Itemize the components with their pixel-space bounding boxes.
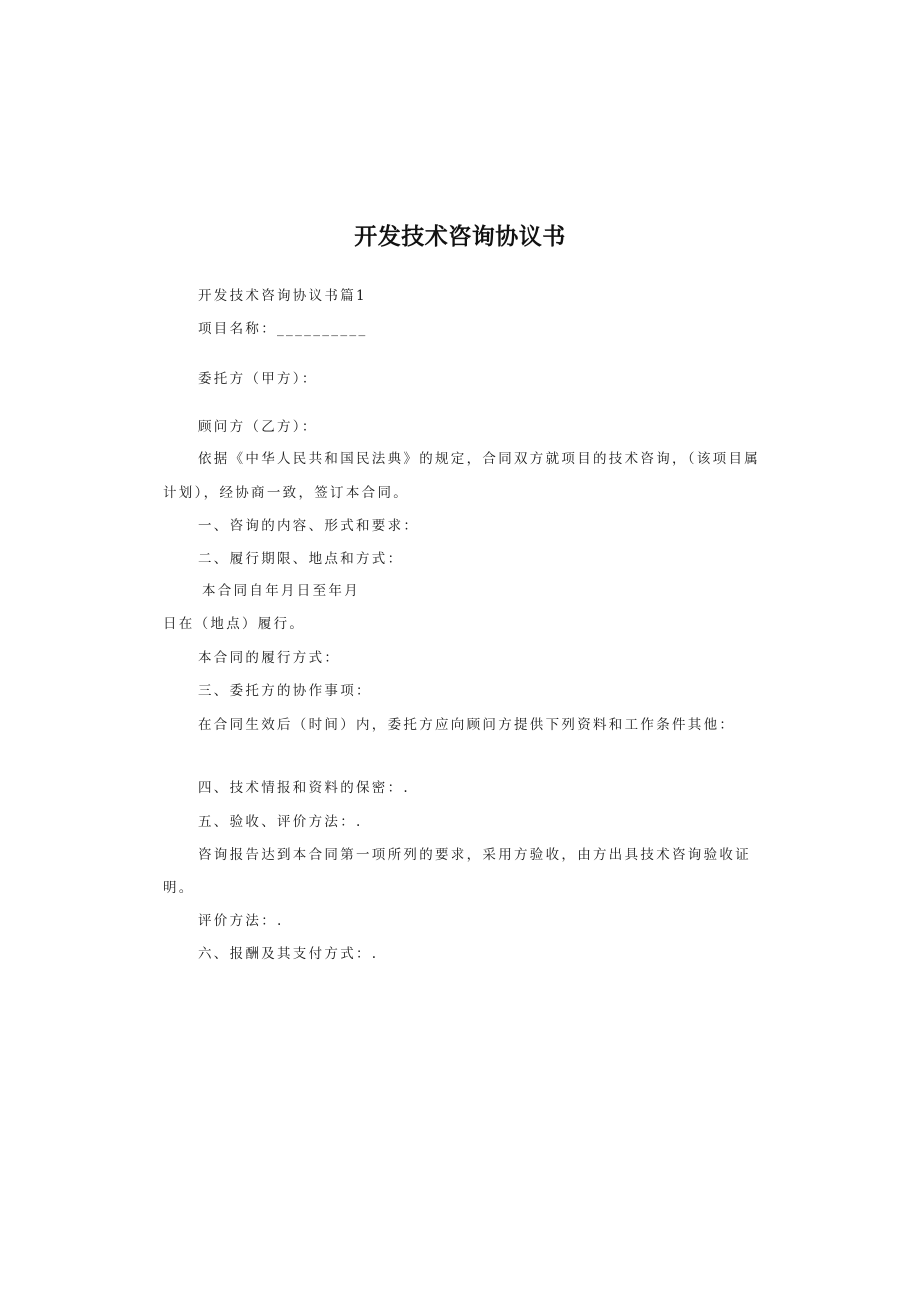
paragraph-continuation: 明。 [163,880,195,896]
paragraph-continuation: 计划），经协商一致，签订本合同。 [163,485,410,501]
clause-heading: 五、验收、评价方法：. [198,814,363,830]
section-heading: 开发技术咨询协议书篇1 [198,288,367,304]
paragraph: 咨询报告达到本合同第一项所列的要求，采用方验收，由方出具技术咨询验收证 [198,847,751,863]
paragraph: 依据《中华人民共和国民法典》的规定，合同双方就项目的技术咨询，（该项目属 [198,451,761,467]
clause-heading: 六、报酬及其支付方式：. [198,946,379,962]
clause-heading: 二、履行期限、地点和方式： [198,551,404,567]
client-party-line: 委托方（甲方）： [198,371,318,387]
paragraph: 本合同的履行方式： [198,650,341,666]
paragraph: 本合同自年月日至年月 [202,583,360,599]
document-title: 开发技术咨询协议书 [354,224,566,250]
clause-heading: 四、技术情报和资料的保密：. [198,780,410,796]
clause-heading: 三、委托方的协作事项： [198,683,372,699]
paragraph: 评价方法：. [198,913,284,929]
paragraph: 在合同生效后（时间）内，委托方应向顾问方提供下列资料和工作条件其他： [198,717,736,733]
project-name-line: 项目名称：__________ [198,321,368,337]
clause-heading: 一、咨询的内容、形式和要求： [198,518,420,534]
paragraph-continuation: 日在（地点）履行。 [163,616,306,632]
consultant-party-line: 顾问方（乙方）： [198,419,318,435]
